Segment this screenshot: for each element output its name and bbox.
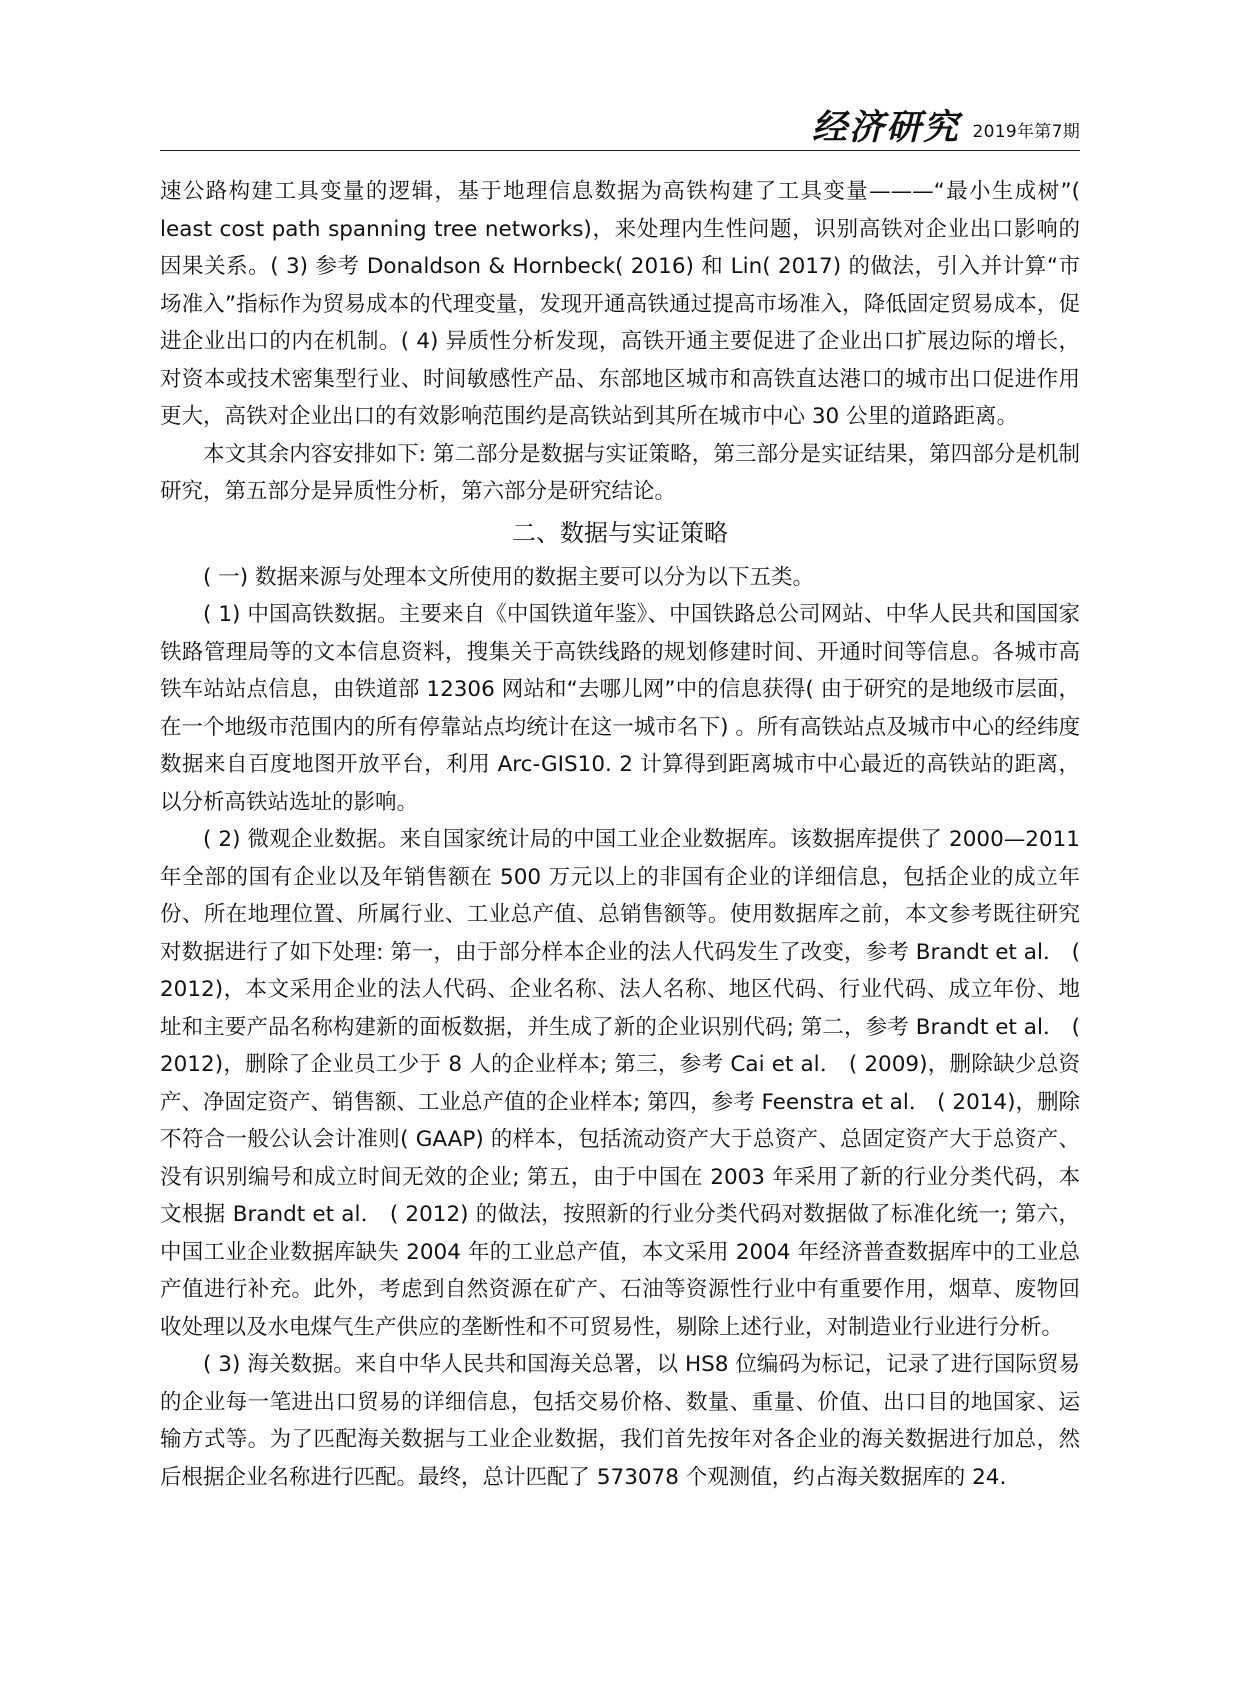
paragraph-structure: 本文其余内容安排如下: 第二部分是数据与实证策略，第三部分是实证结果，第四部分是机制研究，第五部分是异质性分析，第六部分是研究结论。 (160, 441, 1080, 504)
article-body (160, 173, 1080, 1496)
journal-name-logo (812, 106, 967, 146)
section-heading: 二、数据与实证策略 (512, 518, 728, 547)
paragraph-contributions: 速公路构建工具变量的逻辑，基于地理信息数据为高铁构建了工具变量———“最小生成树”( least cost path spanning tree networks)，来处理内生性问题，识别高铁对企业出口影响的因果关系。( 3) 参考 Donaldson & Hornbeck( 2016) 和 Lin( 2017) 的做法，引入并计算“市场准入”指标作为贸易成本的代理变量，发现开通高铁通过提高市场准入，降低固定贸易成本，促进企业出口的内在机制。( 4) 异质性分析发现，高铁开通主要促进了企业出口扩展边际的增长，对资本或技术密集型行业、时间敏感性产品、东部地区城市和高铁直达港口的城市出口促进作用更大，高铁对企业出口的有效影响范围约是高铁站到其所在城市中心 30 公里的道路距离。 (160, 179, 1080, 429)
header-right (812, 106, 1080, 146)
running-header (160, 108, 1080, 151)
paragraph-data-sources: ( 一) 数据来源与处理本文所使用的数据主要可以分为以下五类。 (203, 564, 814, 590)
svg-text:经济研究: 经济研究 (811, 107, 960, 146)
paragraph-firm-data: ( 2) 微观企业数据。来自国家统计局的中国工业企业数据库。该数据库提供了 2000—2011 年全部的国有企业以及年销售额在 500 万元以上的非国有企业的详细信息，包括企业的成立年份、所在地理位置、所属行业、工业总产值、总销售额等。使用数据库之前，本文参考既往研究对数据进行了如下处理: 第一，由于部分样本企业的法人代码发生了改变，参考 Brandt et al． ( 2012)，本文采用企业的法人代码、企业名称、法人名称、地区代码、行业代码、成立年份、地址和主要产品名称构建新的面板数据，并生成了新的企业识别代码; 第二，参考 Brandt et al． ( 2012)，删除了企业员工少于 8 人的企业样本; 第三，参考 Cai et al． ( 2009)，删除缺少总资产、净固定资产、销售额、工业总产值的企业样本; 第四，参考 Feenstra et al． ( 2014)，删除不符合一般公认会计准则( GAAP) 的样本，包括流动资产大于总资产、总固定资产大于总资产、没有识别编号和成立时间无效的企业; 第五，由于中国在 2003 年采用了新的行业分类代码，本文根据 Brandt et al． ( 2012) 的做法，按照新的行业分类代码对数据做了标准化统一; 第六，中国工业企业数据库缺失 2004 年的工业总产值，本文采用 2004 年经济普查数据库中的工业总产值进行补充。此外，考虑到自然资源在矿产、石油等资源性行业中有重要作用，烟草、废物回收处理以及水电煤气生产供应的垄断性和不可贸易性，剔除上述行业，对制造业行业进行分析。 (160, 827, 1080, 1340)
paragraph-hsr-data: ( 1) 中国高铁数据。主要来自《中国铁道年鉴》、中国铁路总公司网站、中华人民共和国国家铁路管理局等的文本信息资料，搜集关于高铁线路的规划修建时间、开通时间等信息。各城市高铁车站站点信息，由铁道部 12306 网站和“去哪儿网”中的信息获得( 由于研究的是地级市层面，在一个地级市范围内的所有停靠站点均统计在这一城市名下) 。所有高铁站点及城市中心的经纬度数据来自百度地图开放平台，利用 Arc-GIS10. 2 计算得到距离城市中心最近的高铁站的距离，以分析高铁站选址的影响。 (160, 602, 1080, 815)
issue-label: 2019年第7期 (972, 122, 1080, 142)
paragraph-customs-data: ( 3) 海关数据。来自中华人民共和国海关总署，以 HS8 位编码为标记，记录了进行国际贸易的企业每一笔进出口贸易的详细信息，包括交易价格、数量、重量、价值、出口目的地国家、运输方式等。为了匹配海关数据与工业企业数据，我们首先按年对各企业的海关数据进行加总，然后根据企业名称进行匹配。最终，总计匹配了 573078 个观测值，约占海关数据库的 24. (160, 1352, 1080, 1490)
